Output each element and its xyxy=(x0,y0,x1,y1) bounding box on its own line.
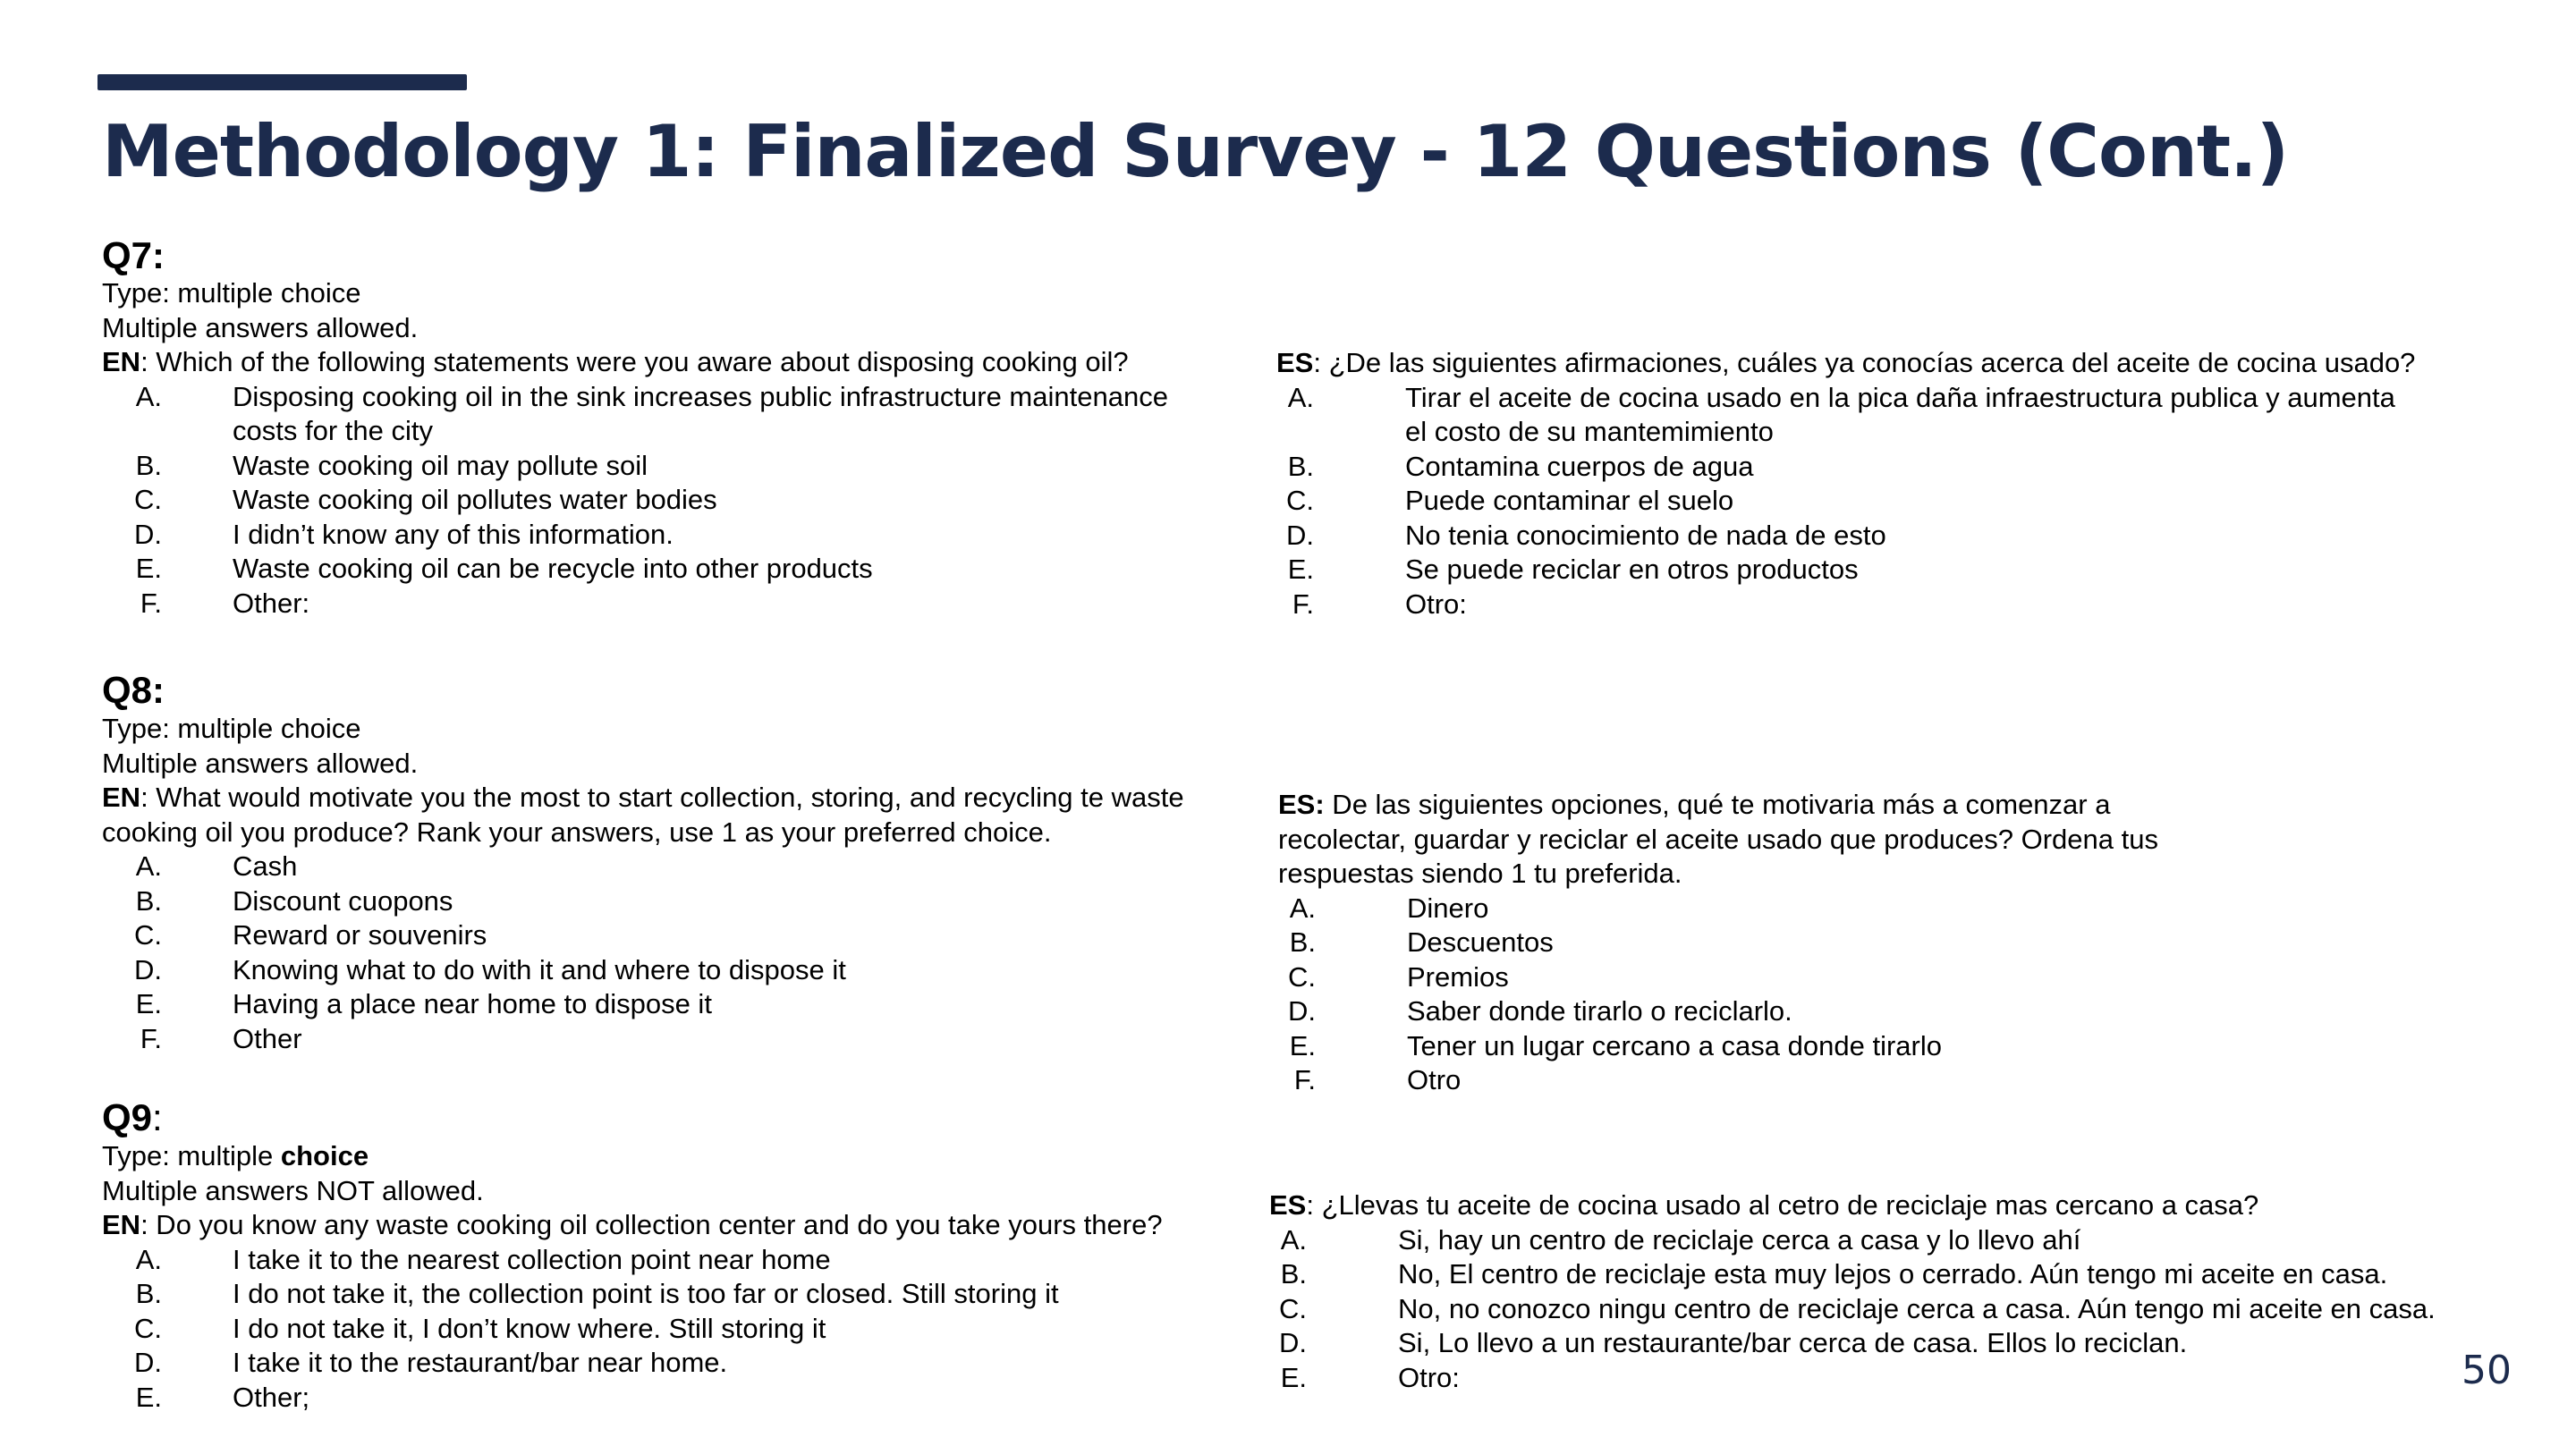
q9-es-question-text: : ¿Llevas tu aceite de cocina usado al cetro de reciclaje mas cercano a casa? xyxy=(1306,1189,2259,1221)
option-letter: D. xyxy=(1288,995,1316,1027)
option-row xyxy=(102,483,1129,518)
option-text: Waste cooking oil can be recycle into other products xyxy=(233,553,873,584)
option-letter: B. xyxy=(1280,1258,1307,1289)
page-number: 50 xyxy=(2462,1348,2512,1393)
option-letter: B. xyxy=(1287,450,1314,482)
option-row xyxy=(102,1346,1163,1381)
option-text: Se puede reciclar en otros productos xyxy=(1405,554,1859,585)
option-row xyxy=(1276,415,2415,450)
q9-es-block xyxy=(1269,1188,2436,1395)
q7-es-block xyxy=(1276,346,2415,621)
q9-type xyxy=(102,1139,1163,1174)
option-row xyxy=(1269,1223,2258,1258)
option-row xyxy=(1276,484,2415,519)
option-row xyxy=(1269,1361,2258,1396)
option-letter: E. xyxy=(135,553,162,584)
option-text: Dinero xyxy=(1407,892,1489,924)
option-text: I take it to the restaurant/bar near home. xyxy=(233,1347,728,1378)
q8-label: Q8: xyxy=(102,669,165,711)
option-text: Saber donde tirarlo o reciclarlo. xyxy=(1407,995,1792,1027)
option-row xyxy=(1278,1063,2158,1098)
q8-es-question-line3: respuestas siendo 1 tu preferida. xyxy=(1278,858,1682,889)
option-text: I take it to the nearest collection point near home xyxy=(233,1243,831,1275)
option-text: No, no conozco ningu centro de reciclaje cerca a casa. Aún tengo mi aceite en casa. xyxy=(1398,1292,2436,1324)
option-letter: C. xyxy=(134,919,162,951)
option-row xyxy=(1269,1257,2388,1292)
option-text: Having a place near home to dispose it xyxy=(233,988,712,1019)
q7-es-question xyxy=(1276,346,2415,381)
option-row xyxy=(1278,960,2158,995)
slide-title: Methodology 1: Finalized Survey - 12 Questions (Cont.) xyxy=(102,110,2289,193)
q9-es-options xyxy=(1269,1223,2436,1396)
q9-es-question xyxy=(1269,1188,2258,1223)
q7-en-prefix: EN xyxy=(102,346,141,377)
option-text: Tirar el aceite de cocina usado en la pica daña infraestructura publica y aumenta xyxy=(1405,381,2395,413)
option-text: I didn’t know any of this information. xyxy=(233,518,674,550)
option-row xyxy=(1278,994,2158,1029)
option-text: Waste cooking oil pollutes water bodies xyxy=(233,484,717,515)
option-row xyxy=(102,414,1129,449)
q9-en-block xyxy=(102,1139,1163,1415)
option-letter: A. xyxy=(1280,1223,1307,1256)
option-row xyxy=(102,987,1184,1022)
option-text: el costo de su mantemimiento xyxy=(1405,416,1774,447)
q8-multiple-answers: Multiple answers allowed. xyxy=(102,747,419,779)
q8-en-options xyxy=(102,850,1184,1056)
q7-en-options xyxy=(102,380,1168,621)
option-letter: B. xyxy=(135,1278,162,1309)
q8-es-question-line1 xyxy=(1278,788,2158,823)
option-text: Waste cooking oil may pollute soil xyxy=(233,449,648,481)
option-text: Contamina cuerpos de agua xyxy=(1405,450,1754,482)
q8-en-question-text: : What would motivate you the most to start collection, storing, and recycling te waste xyxy=(140,782,1184,813)
option-letter: C. xyxy=(1288,960,1316,993)
q9-es-prefix: ES xyxy=(1269,1189,1307,1221)
option-text: costs for the city xyxy=(233,415,433,446)
option-letter: A. xyxy=(1287,381,1314,413)
option-text: Other xyxy=(233,1022,302,1054)
option-letter: F. xyxy=(140,1022,162,1054)
option-row xyxy=(102,552,1129,587)
q9-type-bold: choice xyxy=(280,1140,369,1171)
option-row xyxy=(1276,553,2415,588)
option-row xyxy=(102,953,1184,988)
q8-es-options xyxy=(1278,892,2158,1098)
option-text: Otro: xyxy=(1405,588,1467,620)
q7-type: Type: multiple choice xyxy=(102,277,361,309)
option-row xyxy=(102,518,1129,553)
option-text: Si, Lo llevo a un restaurante/bar cerca de casa. Ellos lo reciclan. xyxy=(1398,1327,2188,1358)
option-text: I do not take it, I don’t know where. Still storing it xyxy=(233,1312,826,1344)
q8-es-block xyxy=(1278,788,2158,1098)
q8-type: Type: multiple choice xyxy=(102,713,361,744)
option-row xyxy=(1278,926,2158,960)
q8-es-question-text: De las siguientes opciones, qué te motivaria más a comenzar a xyxy=(1324,789,2111,820)
option-text: Puede contaminar el suelo xyxy=(1405,485,1734,516)
q8-en-block xyxy=(102,712,1184,1056)
option-text: Otro: xyxy=(1398,1361,1460,1393)
option-row xyxy=(102,1022,1184,1057)
option-row xyxy=(102,918,1184,953)
option-text: Other: xyxy=(233,587,310,619)
option-text: No tenia conocimiento de nada de esto xyxy=(1405,519,1886,551)
q7-en-block xyxy=(102,276,1168,621)
option-row xyxy=(102,1312,1163,1347)
option-letter: D. xyxy=(134,953,162,985)
option-text: Cash xyxy=(233,850,298,882)
option-letter: A. xyxy=(135,850,162,882)
option-row xyxy=(1276,519,2415,554)
option-letter: A. xyxy=(135,380,162,412)
option-text: Knowing what to do with it and where to dispose it xyxy=(233,953,846,985)
q7-en-question xyxy=(102,345,1129,380)
option-row xyxy=(1276,588,2415,622)
option-letter: D. xyxy=(1279,1327,1307,1358)
option-letter: F. xyxy=(1293,1064,1316,1095)
q8-en-prefix: EN xyxy=(102,782,141,813)
q7-es-options xyxy=(1276,381,2415,622)
option-letter: B. xyxy=(135,449,162,481)
option-row xyxy=(102,380,1168,415)
option-text: Discount cuopons xyxy=(233,884,453,917)
option-letter: C. xyxy=(134,1312,162,1344)
q8-en-question-line2: cooking oil you produce? Rank your answers, use 1 as your preferred choice. xyxy=(102,816,1052,848)
option-row xyxy=(102,1381,1163,1416)
option-row xyxy=(1278,1029,2158,1064)
q9-en-question-text: : Do you know any waste cooking oil collection center and do you take yours there? xyxy=(140,1209,1163,1240)
option-text: Premios xyxy=(1407,960,1509,993)
option-text: Disposing cooking oil in the sink increases public infrastructure maintenance xyxy=(233,380,1168,412)
option-letter: E. xyxy=(1287,554,1314,585)
title-accent-bar xyxy=(97,74,467,90)
option-row xyxy=(102,850,1184,884)
option-row xyxy=(102,1277,1163,1312)
option-letter: E. xyxy=(1280,1361,1307,1393)
option-row xyxy=(1276,450,2415,485)
option-letter: D. xyxy=(134,1347,162,1378)
q7-multiple-answers: Multiple answers allowed. xyxy=(102,311,419,343)
q9-label-colon: : xyxy=(152,1096,163,1138)
q9-multiple-answers: Multiple answers NOT allowed. xyxy=(102,1174,484,1206)
q9-en-options xyxy=(102,1243,1163,1416)
option-letter: B. xyxy=(135,884,162,917)
q9-type-text: Type: multiple xyxy=(102,1140,281,1171)
option-text: Other; xyxy=(233,1381,310,1413)
option-letter: D. xyxy=(134,518,162,550)
option-row xyxy=(1269,1326,2258,1361)
q7-en-question-text: : Which of the following statements were you aware about disposing cooking oil? xyxy=(140,346,1129,377)
option-text: Reward or souvenirs xyxy=(233,919,487,951)
q8-en-question-line1 xyxy=(102,781,1184,816)
q8-es-question-line2: recolectar, guardar y reciclar el aceite usado que produces? Ordena tus xyxy=(1278,823,2158,855)
option-letter: A. xyxy=(1289,892,1316,924)
option-text: Descuentos xyxy=(1407,926,1554,958)
option-letter: C. xyxy=(1286,485,1314,516)
q9-label-row xyxy=(102,1095,163,1140)
option-text: Si, hay un centro de reciclaje cerca a casa y lo llevo ahí xyxy=(1398,1223,2081,1256)
option-row xyxy=(102,449,1129,484)
option-text: Tener un lugar cercano a casa donde tirarlo xyxy=(1407,1029,1942,1061)
option-letter: F. xyxy=(1292,588,1314,620)
option-row xyxy=(102,587,1129,621)
q7-label: Q7: xyxy=(102,234,165,276)
option-row xyxy=(102,884,1184,919)
option-letter: D. xyxy=(1286,519,1314,551)
q9-en-prefix: EN xyxy=(102,1209,141,1240)
option-text: Otro xyxy=(1407,1064,1462,1095)
option-text: No, El centro de reciclaje esta muy lejos o cerrado. Aún tengo mi aceite en casa. xyxy=(1398,1258,2388,1289)
q8-es-prefix: ES: xyxy=(1278,789,1325,820)
option-letter: A. xyxy=(135,1243,162,1275)
q7-es-prefix: ES xyxy=(1276,347,1314,378)
option-letter: E. xyxy=(135,1381,162,1413)
q9-en-question xyxy=(102,1208,1163,1243)
option-letter: C. xyxy=(1279,1292,1307,1324)
option-letter: E. xyxy=(1289,1029,1316,1061)
option-letter: B. xyxy=(1289,926,1316,958)
q9-label: Q9 xyxy=(102,1096,153,1138)
option-letter: E. xyxy=(135,988,162,1019)
option-letter: C. xyxy=(134,484,162,515)
option-row xyxy=(1278,892,2158,926)
option-row xyxy=(1276,381,2415,416)
option-row xyxy=(1269,1292,2436,1327)
option-row xyxy=(102,1243,1163,1278)
q7-es-question-text: : ¿De las siguientes afirmaciones, cuáles ya conocías acerca del aceite de cocina usado? xyxy=(1313,347,2416,378)
option-letter: F. xyxy=(140,587,162,619)
option-text: I do not take it, the collection point is too far or closed. Still storing it xyxy=(233,1278,1059,1309)
